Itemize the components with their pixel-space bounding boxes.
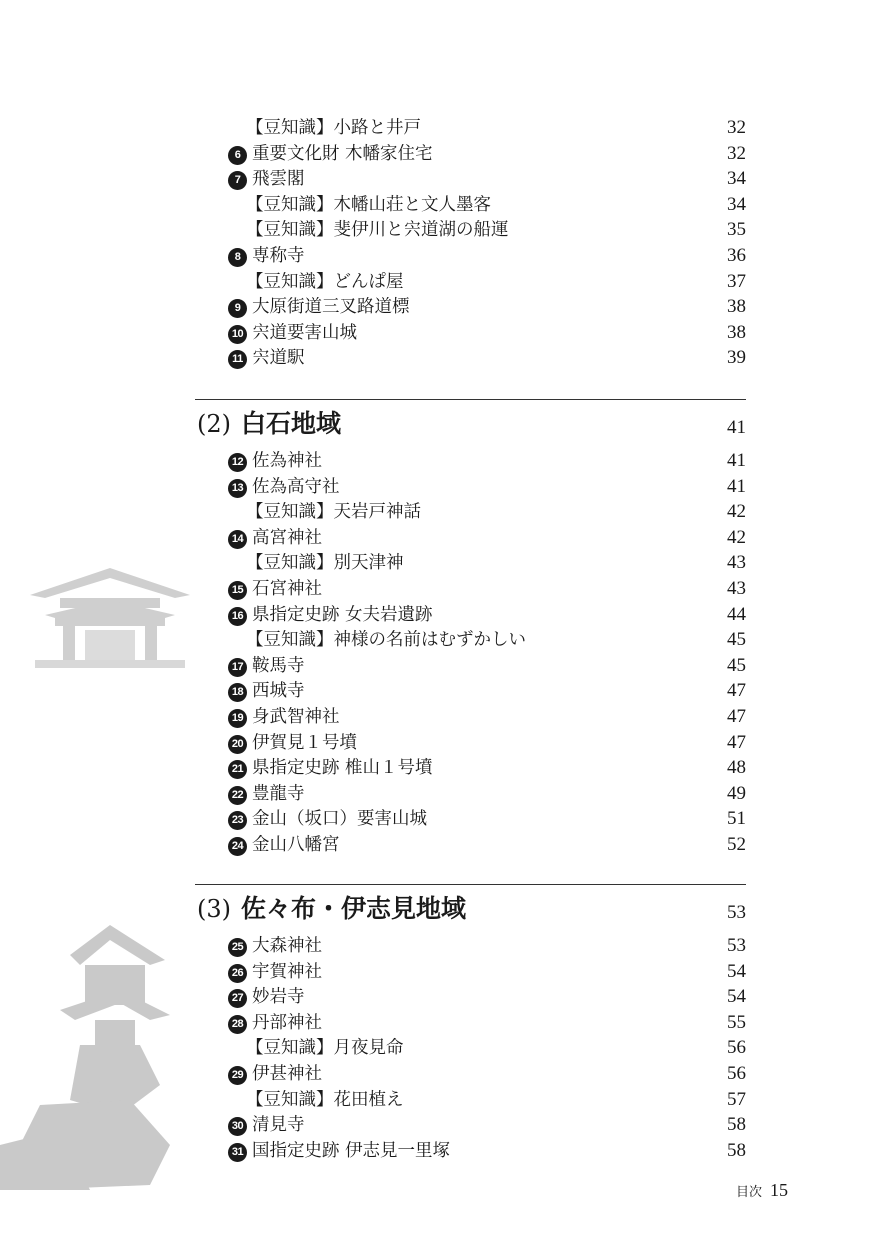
section-page: 53 [727,902,746,923]
entry-title-text: 【豆知識】月夜見命 [246,1038,404,1059]
entry-page: 43 [727,578,746,599]
entry-number-badge: 23 [228,811,247,830]
toc-sub-entry [228,116,746,140]
entry-number-badge: 30 [228,1117,247,1136]
entry-title-text: 県指定史跡 女夫岩遺跡 [252,604,433,625]
entry-title-text: 鞍馬寺 [252,655,305,676]
entry-page: 42 [727,501,746,523]
entry-page: 45 [727,629,746,651]
entry-title [228,985,305,1009]
entry-page: 39 [727,347,746,369]
entry-page: 48 [727,757,746,779]
entry-page: 35 [727,219,746,241]
entry-title [246,500,421,524]
entry-title [228,934,322,958]
entry-title [228,321,357,345]
entry-page: 43 [727,552,746,574]
entry-title [228,1139,450,1163]
entry-title-text: 西城寺 [252,681,305,702]
entry-number-badge: 13 [228,479,247,498]
entry-page: 58 [727,1139,746,1161]
entry-title-text: 金山（坂口）要害山城 [252,809,427,830]
entry-page: 38 [727,296,746,318]
entry-title-text: 【豆知識】小路と井戸 [246,118,421,138]
toc-entry [228,934,746,958]
toc-sub-entry [228,218,746,242]
entry-page: 56 [727,1063,746,1084]
toc-entry [228,679,746,703]
toc-entry [228,654,746,678]
entry-title-text: 【豆知識】斐伊川と宍道湖の船運 [246,220,509,241]
entry-title-text: 身武智神社 [252,707,340,727]
toc-entry [228,705,746,729]
entry-page: 44 [727,603,746,625]
entry-number-badge: 19 [228,709,247,728]
entry-number-badge: 15 [228,581,247,600]
entry-title-text: 丹部神社 [252,1012,322,1033]
toc-entry [228,449,746,473]
toc-entry [228,731,746,755]
entry-page: 38 [727,321,746,343]
entry-title [228,807,427,831]
entry-title-text: 高宮神社 [252,527,322,548]
toc-entry [228,756,746,780]
entry-page: 53 [727,935,746,956]
entry-page: 47 [727,706,746,727]
entry-page: 58 [727,1114,746,1136]
toc-sub-entry [228,628,746,652]
entry-number-badge: 11 [228,350,247,369]
entry-title [228,346,305,370]
entry-title-text: 伊賀見１号墳 [252,732,357,753]
section-divider [195,884,746,885]
entry-page: 36 [727,245,746,266]
entry-page: 52 [727,834,746,855]
entry-title [228,782,305,806]
entry-title-text: 国指定史跡 伊志見一里塚 [252,1140,451,1161]
entry-number-badge: 17 [228,658,247,677]
entry-title-text: 豊龍寺 [252,783,305,804]
entry-page: 49 [727,782,746,804]
entry-title [228,731,357,755]
section-title: 佐々布・伊志見地域 [241,894,467,923]
section-title: 白石地域 [241,409,342,438]
entry-page: 45 [727,654,746,676]
entry-title [246,218,509,242]
entry-page: 34 [727,168,746,190]
entry-title [246,628,526,652]
toc-entry [228,526,746,550]
entry-title-text: 【豆知識】どんぱ屋 [246,271,404,292]
entry-title [228,577,322,601]
entry-title [246,551,404,575]
entry-title [228,679,305,703]
toc-sub-entry [228,193,746,217]
toc-entry [228,295,746,319]
entry-number-badge: 25 [228,938,247,957]
entry-title [246,116,421,140]
entry-title-text: 宇賀神社 [252,961,322,982]
entry-title-text: 【豆知識】花田植え [246,1089,404,1110]
entry-page: 41 [727,475,746,497]
entry-title [246,1036,404,1060]
toc-entry [228,807,746,831]
entry-number-badge: 12 [228,453,247,472]
entry-title-text: 佐為神社 [252,451,322,471]
toc-sub-entry [228,1088,746,1112]
toc-sub-entry [228,1036,746,1060]
entry-page: 32 [727,142,746,164]
section-heading-3 [197,889,746,929]
entry-title [228,705,340,729]
entry-number-badge: 9 [228,299,247,318]
entry-number-badge: 26 [228,964,247,983]
entry-page: 57 [727,1088,746,1110]
section-divider [195,399,746,400]
entry-title-text: 重要文化財 木幡家住宅 [252,143,433,164]
entry-page: 32 [727,117,746,138]
entry-title-text: 宍道要害山城 [252,322,357,343]
entry-number-badge: 22 [228,786,247,805]
toc-entry [228,833,746,857]
entry-title [228,756,433,780]
entry-title-text: 石宮神社 [252,579,322,599]
entry-title [228,449,322,473]
entry-title-text: 専称寺 [252,246,305,266]
toc-entry [228,603,746,627]
entry-number-badge: 10 [228,325,247,344]
section-page: 41 [727,417,746,438]
entry-title-text: 大森神社 [252,936,322,956]
entry-title-text: 清見寺 [252,1115,305,1136]
entry-number-badge: 31 [228,1143,247,1162]
entry-title-text: 【豆知識】木幡山荘と文人墨客 [246,194,491,215]
entry-title [228,244,305,268]
entry-page: 34 [727,193,746,215]
section-heading-2 [197,404,746,444]
section-number: (3) [197,895,231,923]
entry-title-text: 飛雲閣 [252,169,305,190]
entry-page: 54 [727,960,746,982]
toc-entry [228,1113,746,1137]
page-number: 15 [770,1180,789,1200]
entry-title-text: 宍道駅 [252,348,305,369]
toc-entry [228,346,746,370]
entry-number-badge: 6 [228,146,247,165]
entry-number-badge: 8 [228,248,247,267]
entry-number-badge: 14 [228,530,247,549]
entry-title-text: 伊甚神社 [252,1064,322,1084]
entry-page: 41 [727,450,746,471]
entry-page: 55 [727,1011,746,1033]
toc-entry [228,244,746,268]
toc-entry [228,475,746,499]
toc-entry [228,960,746,984]
toc-sub-entry [228,500,746,524]
entry-number-badge: 20 [228,735,247,754]
entry-page: 56 [727,1037,746,1059]
entry-number-badge: 7 [228,171,247,190]
entry-title [228,142,433,166]
entry-number-badge: 29 [228,1066,247,1085]
section-number: (2) [197,410,231,438]
toc-entry [228,142,746,166]
entry-title-text: 【豆知識】別天津神 [246,553,404,574]
entry-title-text: 【豆知識】神様の名前はむずかしい [246,630,526,651]
entry-title [228,654,305,678]
entry-number-badge: 27 [228,989,247,1008]
toc-entry [228,985,746,1009]
entry-page: 47 [727,731,746,753]
toc-entry [228,1139,746,1163]
entry-title [246,270,404,294]
entry-number-badge: 18 [228,683,247,702]
toc-sub-entry [228,270,746,294]
entry-page: 51 [727,808,746,830]
entry-title [228,1062,322,1086]
entry-title [246,193,491,217]
toc-sub-entry [228,551,746,575]
entry-page: 37 [727,270,746,292]
entry-title [228,833,340,857]
entry-title-text: 佐為高守社 [252,476,340,497]
entry-title [228,603,433,627]
entry-title [228,1113,305,1137]
entry-title [228,960,322,984]
entry-title-text: 大原街道三叉路道標 [252,297,410,318]
toc-entry [228,321,746,345]
entry-number-badge: 21 [228,760,247,779]
page-footer [736,1180,788,1201]
entry-title-text: 【豆知識】天岩戸神話 [246,502,421,523]
footer-label: 目次 [736,1185,763,1200]
toc-entry [228,782,746,806]
entry-title-text: 県指定史跡 椎山１号墳 [252,758,433,779]
entry-title [246,1088,404,1112]
entry-number-badge: 24 [228,837,247,856]
toc-entry [228,577,746,601]
entry-title-text: 金山八幡宮 [252,835,340,855]
entry-title [228,295,410,319]
toc-entry [228,1062,746,1086]
entry-page: 54 [727,986,746,1008]
toc-entry [228,167,746,191]
entry-number-badge: 16 [228,607,247,626]
entry-title [228,167,305,191]
entry-title-text: 妙岩寺 [252,987,305,1008]
entry-title [228,1011,322,1035]
toc-entry [228,1011,746,1035]
entry-page: 42 [727,526,746,548]
entry-number-badge: 28 [228,1015,247,1034]
entry-title [228,475,340,499]
entry-title [228,526,322,550]
entry-page: 47 [727,680,746,702]
